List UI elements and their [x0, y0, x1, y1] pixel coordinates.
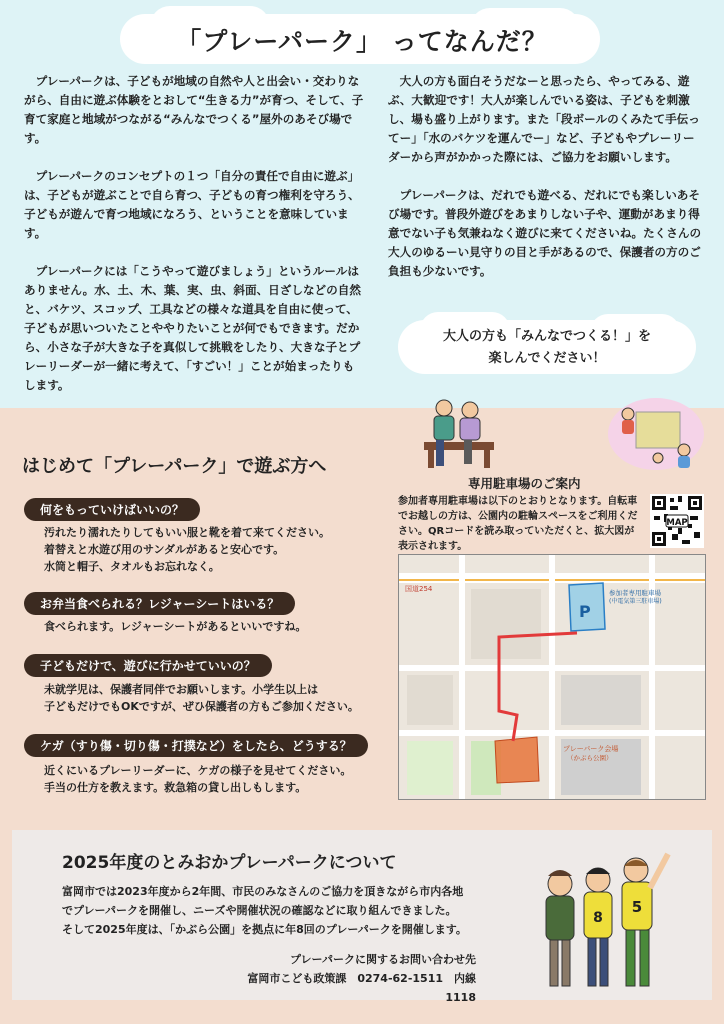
- callout-text: [412, 326, 682, 370]
- shirt-number: 5: [631, 898, 643, 916]
- intro-paragraph: プレーパークは、子どもが地域の自然や人と出会い・交わりながら、自由に遊ぶ体験をとおして“生きる力”が育つ、そして、子育て家庭と地域がつながる“みんなでつくる”屋外のあそび場です。: [24, 74, 364, 145]
- intro-paragraph: プレーパークには「こうやって遊びましょう」というルールはありません。水、土、木、葉、実、虫、斜面、日ざしなどの自然と、バケツ、スコップ、工具などの様々な道具を自由に使って、子どもが思いついたことややりたいことが何でもできます。だから、小さな子が大きな子を真似して挑戦をしたり、大きな子とプレーリーダーが一緒に考えて、「すごい！」ことが始まったりもします。: [24, 264, 361, 392]
- intro-left-column: [24, 72, 364, 414]
- kids-playing-illustration: [606, 392, 706, 472]
- contact-info: [226, 950, 476, 1007]
- adults-on-bench-illustration: [420, 392, 500, 472]
- play-leaders-illustration: [530, 840, 680, 1000]
- shirt-number: 8: [593, 910, 603, 926]
- parking-text: 参加者専用駐車場は以下のとおりとなります。自転車でお越しの方は、公園内の駐輪スペースをご利用ください。QRコードを読み取っていただくと、拡大図が表示されます。: [398, 496, 638, 552]
- venue-label: プレーパーク会場: [563, 745, 619, 753]
- parking-heading: 専用駐車場のご案内: [468, 476, 581, 491]
- faq-question: 何をもっていけばいいの？: [24, 498, 200, 521]
- contact-line: 富岡市こども政策課 0274-62-1511 内線1118: [247, 972, 476, 1004]
- callout-line: 楽しんでください！: [488, 351, 606, 366]
- road-label: 国道254: [405, 585, 433, 593]
- faq-question: ケガ（すり傷・切り傷・打撲など）をしたら、どうする？: [24, 734, 368, 757]
- qr-map-label: MAP: [666, 518, 688, 528]
- map-drawing: [399, 555, 705, 799]
- contact-heading: プレーパークに関するお問い合わせ先: [289, 953, 476, 966]
- faq-answer: 未就学児は、保護者同伴でお願いします。小学生以上は 子どもだけでもOKですが、ぜひ保護者の方もご参加ください。: [44, 683, 359, 713]
- first-time-heading: はじめて「プレーパーク」で遊ぶ方へ: [22, 456, 327, 477]
- parking-map[interactable]: [398, 554, 706, 800]
- parking-label-sub: (中電気第三駐車場): [609, 598, 662, 605]
- faq-answer: 汚れたり濡れたりしてもいい服と靴を着て来てください。 着替えと水遊び用のサンダルがあると安心です。 水筒と帽子、タオルもお忘れなく。: [44, 526, 330, 573]
- intro-paragraph: プレーパークは、だれでも遊べる、だれにでも楽しいあそび場です。普段外遊びをあまりしない子や、運動があまり得意でない子も気兼ねなく遊びに来てくださいね。たくさんの大人のゆるーい見守りの目と手があるので、保護者の方のご負担も少ないです。: [388, 188, 702, 278]
- faq-question: 子どもだけで、遊びに行かせていいの？: [24, 654, 272, 677]
- faq-answer: 食べられます。レジャーシートがあるといいですね。: [44, 620, 307, 633]
- fy2025-heading: 2025年度のとみおかプレーパークについて: [62, 853, 397, 873]
- faq-question: お弁当食べられる？レジャーシートはいる？: [24, 592, 295, 615]
- fy2025-body: 富岡市では2023年度から2年間、市民のみなさんのご協力を頂きながら市内各地 でプレーパークを開催し、ニーズや開催状況の確認などに取り組んできました。 そして2025年度は、「かぶら公園」を拠点に年8回のプレーパークを開催します。: [62, 885, 467, 936]
- intro-paragraph: プレーパークのコンセプトの１つ「自分の責任で自由に遊ぶ」は、子どもが遊ぶことで自ら育つ、子どもの育つ権利を守ろう、子どもが遊んで育つ地域になろう、ということを意味しています。: [24, 169, 360, 240]
- callout-line: 大人の方も「みんなでつくる！」を: [442, 329, 651, 344]
- venue-label-sub: （かぶら公園）: [567, 754, 613, 762]
- parking-mark: P: [579, 602, 591, 621]
- page-title: 「プレーパーク」 ってなんだ？: [176, 27, 548, 56]
- faq-answer: 近くにいるプレーリーダーに、ケガの様子を見せてください。 手当の仕方を教えます。救急箱の貸し出しもします。: [44, 764, 352, 794]
- intro-paragraph: 大人の方も面白そうだなーと思ったら、やってみる、遊ぶ、大歓迎です！大人が楽しんでいる姿は、子どもを刺激し、場も盛り上がります。また「段ボールのくみたて手伝ってー」「水のバケツを運んでー」など、子どもやプレーリーダーから声がかかった際には、ご協力をお願いします。: [388, 74, 700, 164]
- intro-right-column: [388, 72, 706, 300]
- venue-area: [495, 737, 539, 783]
- parking-label: 参加者専用駐車場: [609, 589, 661, 597]
- qr-code[interactable]: [650, 494, 704, 548]
